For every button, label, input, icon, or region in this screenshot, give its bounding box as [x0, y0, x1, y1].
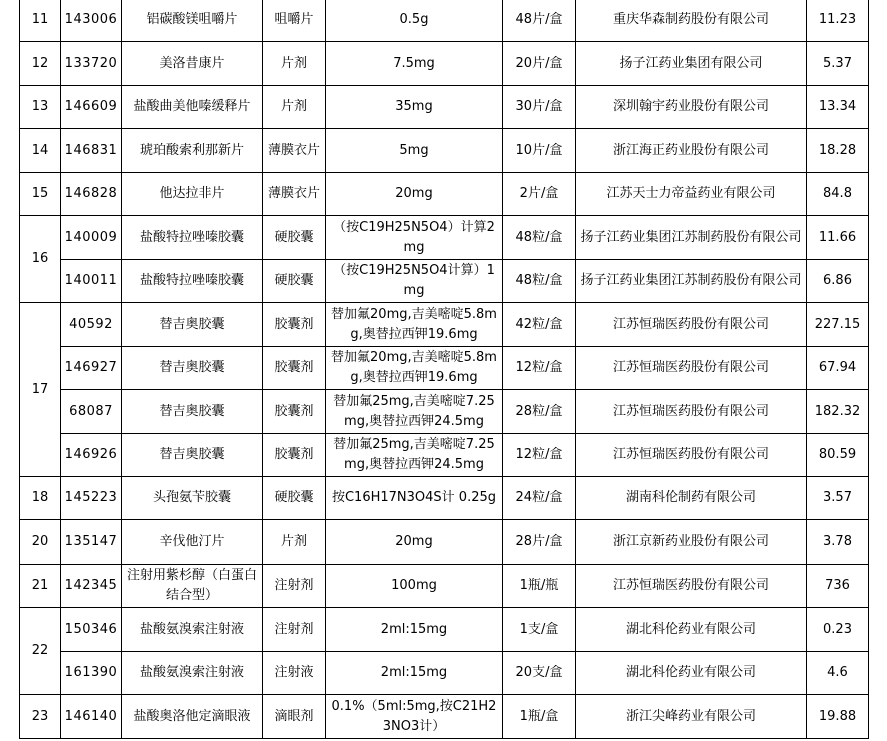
row-number-cell: 16 — [20, 216, 61, 303]
row-number-cell: 17 — [20, 303, 61, 477]
specification-cell: 替加氟20mg,吉美嘧啶5.8mg,奥替拉西钾19.6mg — [326, 347, 503, 390]
table-row — [20, 390, 869, 434]
drug-name-cell: 美洛昔康片 — [122, 42, 263, 86]
price-cell: 227.15 — [807, 303, 869, 347]
table-row — [20, 129, 869, 173]
package-cell: 20片/盒 — [503, 42, 576, 86]
price-cell: 3.57 — [807, 477, 869, 520]
row-number-cell: 21 — [20, 565, 61, 608]
dosage-form-cell: 薄膜衣片 — [263, 129, 326, 173]
manufacturer-cell: 扬子江药业集团江苏制药股份有限公司 — [576, 216, 807, 260]
specification-cell: 替加氟25mg,吉美嘧啶7.25mg,奥替拉西钾24.5mg — [326, 434, 503, 477]
product-code-cell: 68087 — [61, 390, 122, 434]
table-row — [20, 520, 869, 565]
drug-name-cell: 替吉奥胶囊 — [122, 303, 263, 347]
dosage-form-cell: 注射剂 — [263, 565, 326, 608]
product-code-cell: 133720 — [61, 42, 122, 86]
manufacturer-cell: 湖南科伦制药有限公司 — [576, 477, 807, 520]
specification-cell: 0.1%（5ml:5mg,按C21H23NO3计） — [326, 695, 503, 739]
drug-name-cell: 替吉奥胶囊 — [122, 347, 263, 390]
drug-name-cell: 铝碳酸镁咀嚼片 — [122, 0, 263, 42]
table-row — [20, 477, 869, 520]
table-row — [20, 347, 869, 390]
product-code-cell: 145223 — [61, 477, 122, 520]
product-code-cell: 146927 — [61, 347, 122, 390]
price-cell: 182.32 — [807, 390, 869, 434]
manufacturer-cell: 深圳翰宇药业股份有限公司 — [576, 86, 807, 129]
drug-name-cell: 替吉奥胶囊 — [122, 390, 263, 434]
product-code-cell: 140011 — [61, 260, 122, 303]
row-number-cell: 12 — [20, 42, 61, 86]
specification-cell: 2ml:15mg — [326, 652, 503, 695]
drug-name-cell: 盐酸氨溴索注射液 — [122, 652, 263, 695]
specification-cell: 替加氟20mg,吉美嘧啶5.8mg,奥替拉西钾19.6mg — [326, 303, 503, 347]
product-code-cell: 140009 — [61, 216, 122, 260]
price-cell: 6.86 — [807, 260, 869, 303]
dosage-form-cell: 注射液 — [263, 652, 326, 695]
product-code-cell: 146140 — [61, 695, 122, 739]
package-cell: 28粒/盒 — [503, 390, 576, 434]
price-cell: 18.28 — [807, 129, 869, 173]
drug-name-cell: 盐酸曲美他嗪缓释片 — [122, 86, 263, 129]
price-cell: 3.78 — [807, 520, 869, 565]
drug-name-cell: 头孢氨苄胶囊 — [122, 477, 263, 520]
price-cell: 13.34 — [807, 86, 869, 129]
package-cell: 1瓶/瓶 — [503, 565, 576, 608]
package-cell: 12粒/盒 — [503, 434, 576, 477]
table-row — [20, 216, 869, 260]
product-code-cell: 146609 — [61, 86, 122, 129]
package-cell: 10片/盒 — [503, 129, 576, 173]
table-row — [20, 0, 869, 42]
package-cell: 48粒/盒 — [503, 216, 576, 260]
drug-name-cell: 注射用紫杉醇（白蛋白结合型） — [122, 565, 263, 608]
specification-cell: 0.5g — [326, 0, 503, 42]
row-number-cell: 11 — [20, 0, 61, 42]
drug-name-cell: 替吉奥胶囊 — [122, 434, 263, 477]
manufacturer-cell: 浙江尖峰药业有限公司 — [576, 695, 807, 739]
price-cell: 5.37 — [807, 42, 869, 86]
price-cell: 67.94 — [807, 347, 869, 390]
package-cell: 48粒/盒 — [503, 260, 576, 303]
manufacturer-cell: 湖北科伦药业有限公司 — [576, 652, 807, 695]
specification-cell: 替加氟25mg,吉美嘧啶7.25mg,奥替拉西钾24.5mg — [326, 390, 503, 434]
dosage-form-cell: 硬胶囊 — [263, 477, 326, 520]
dosage-form-cell: 硬胶囊 — [263, 260, 326, 303]
dosage-form-cell: 注射剂 — [263, 608, 326, 652]
row-number-cell: 15 — [20, 173, 61, 216]
drug-name-cell: 盐酸特拉唑嗪胶囊 — [122, 216, 263, 260]
manufacturer-cell: 浙江海正药业股份有限公司 — [576, 129, 807, 173]
drug-name-cell: 辛伐他汀片 — [122, 520, 263, 565]
row-number-cell: 13 — [20, 86, 61, 129]
dosage-form-cell: 硬胶囊 — [263, 216, 326, 260]
specification-cell: 按C16H17N3O4S计 0.25g — [326, 477, 503, 520]
manufacturer-cell: 扬子江药业集团有限公司 — [576, 42, 807, 86]
product-code-cell: 146926 — [61, 434, 122, 477]
product-code-cell: 146831 — [61, 129, 122, 173]
package-cell: 20支/盒 — [503, 652, 576, 695]
drug-price-table — [19, 0, 869, 739]
product-code-cell: 161390 — [61, 652, 122, 695]
manufacturer-cell: 江苏恒瑞医药股份有限公司 — [576, 303, 807, 347]
table-row — [20, 42, 869, 86]
row-number-cell: 22 — [20, 608, 61, 695]
price-cell: 84.8 — [807, 173, 869, 216]
drug-name-cell: 盐酸奥洛他定滴眼液 — [122, 695, 263, 739]
drug-name-cell: 他达拉非片 — [122, 173, 263, 216]
table-row — [20, 565, 869, 608]
price-cell: 736 — [807, 565, 869, 608]
package-cell: 30片/盒 — [503, 86, 576, 129]
manufacturer-cell: 江苏恒瑞医药股份有限公司 — [576, 565, 807, 608]
package-cell: 28片/盒 — [503, 520, 576, 565]
specification-cell: 100mg — [326, 565, 503, 608]
product-code-cell: 146828 — [61, 173, 122, 216]
table-row — [20, 695, 869, 739]
row-number-cell: 18 — [20, 477, 61, 520]
dosage-form-cell: 片剂 — [263, 42, 326, 86]
row-number-cell: 20 — [20, 520, 61, 565]
product-code-cell: 135147 — [61, 520, 122, 565]
manufacturer-cell: 江苏天士力帝益药业有限公司 — [576, 173, 807, 216]
specification-cell: 35mg — [326, 86, 503, 129]
drug-name-cell: 盐酸特拉唑嗪胶囊 — [122, 260, 263, 303]
price-cell: 11.23 — [807, 0, 869, 42]
table-row — [20, 260, 869, 303]
manufacturer-cell: 浙江京新药业股份有限公司 — [576, 520, 807, 565]
drug-name-cell: 琥珀酸索利那新片 — [122, 129, 263, 173]
dosage-form-cell: 胶囊剂 — [263, 347, 326, 390]
specification-cell: 2ml:15mg — [326, 608, 503, 652]
dosage-form-cell: 片剂 — [263, 86, 326, 129]
manufacturer-cell: 扬子江药业集团江苏制药股份有限公司 — [576, 260, 807, 303]
drug-name-cell: 盐酸氨溴索注射液 — [122, 608, 263, 652]
specification-cell: 5mg — [326, 129, 503, 173]
product-code-cell: 150346 — [61, 608, 122, 652]
specification-cell: 7.5mg — [326, 42, 503, 86]
manufacturer-cell: 重庆华森制药股份有限公司 — [576, 0, 807, 42]
row-number-cell: 23 — [20, 695, 61, 739]
table-row — [20, 173, 869, 216]
table-row — [20, 303, 869, 347]
package-cell: 12粒/盒 — [503, 347, 576, 390]
package-cell: 1瓶/盒 — [503, 695, 576, 739]
price-cell: 4.6 — [807, 652, 869, 695]
dosage-form-cell: 胶囊剂 — [263, 434, 326, 477]
row-number-cell: 14 — [20, 129, 61, 173]
table-row — [20, 652, 869, 695]
package-cell: 2片/盒 — [503, 173, 576, 216]
dosage-form-cell: 胶囊剂 — [263, 303, 326, 347]
dosage-form-cell: 胶囊剂 — [263, 390, 326, 434]
manufacturer-cell: 江苏恒瑞医药股份有限公司 — [576, 347, 807, 390]
manufacturer-cell: 湖北科伦药业有限公司 — [576, 608, 807, 652]
manufacturer-cell: 江苏恒瑞医药股份有限公司 — [576, 390, 807, 434]
table-row — [20, 434, 869, 477]
dosage-form-cell: 片剂 — [263, 520, 326, 565]
specification-cell: （按C19H25N5O4计算）1mg — [326, 260, 503, 303]
package-cell: 42粒/盒 — [503, 303, 576, 347]
table-row — [20, 86, 869, 129]
price-cell: 11.66 — [807, 216, 869, 260]
manufacturer-cell: 江苏恒瑞医药股份有限公司 — [576, 434, 807, 477]
specification-cell: 20mg — [326, 520, 503, 565]
dosage-form-cell: 滴眼剂 — [263, 695, 326, 739]
price-cell: 80.59 — [807, 434, 869, 477]
price-cell: 19.88 — [807, 695, 869, 739]
dosage-form-cell: 薄膜衣片 — [263, 173, 326, 216]
specification-cell: 20mg — [326, 173, 503, 216]
package-cell: 48片/盒 — [503, 0, 576, 42]
table-row — [20, 608, 869, 652]
price-cell: 0.23 — [807, 608, 869, 652]
package-cell: 24粒/盒 — [503, 477, 576, 520]
dosage-form-cell: 咀嚼片 — [263, 0, 326, 42]
product-code-cell: 143006 — [61, 0, 122, 42]
specification-cell: （按C19H25N5O4）计算2mg — [326, 216, 503, 260]
package-cell: 1支/盒 — [503, 608, 576, 652]
product-code-cell: 142345 — [61, 565, 122, 608]
product-code-cell: 40592 — [61, 303, 122, 347]
